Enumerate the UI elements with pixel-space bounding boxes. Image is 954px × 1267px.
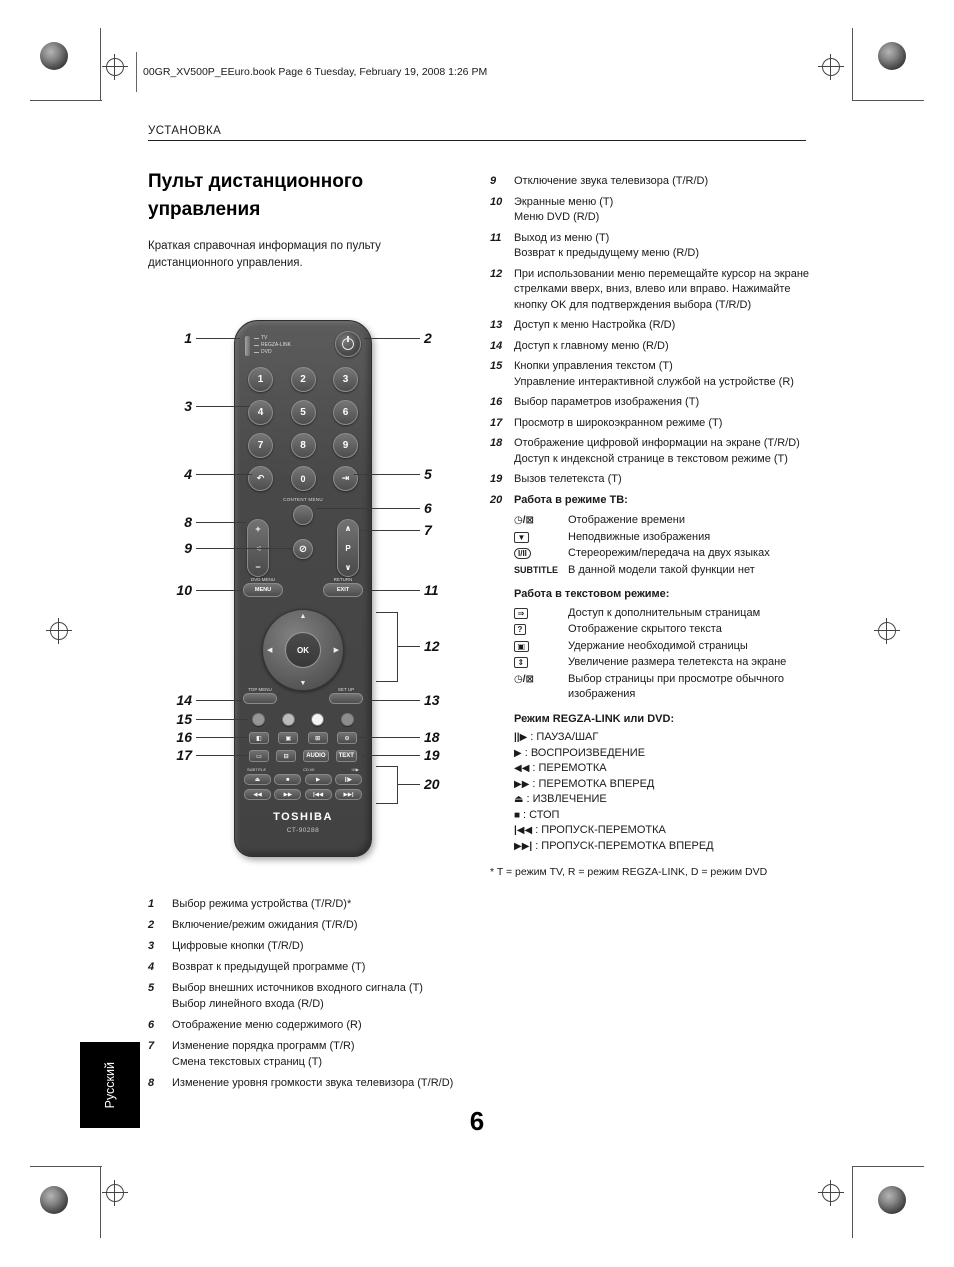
list-item xyxy=(490,174,812,190)
mode-row xyxy=(514,808,812,824)
list-item xyxy=(490,318,812,334)
transport-row-2 xyxy=(244,789,362,800)
mode-row xyxy=(514,546,812,562)
color-button xyxy=(341,713,354,726)
item-text: Выбор параметров изображения (T) xyxy=(514,396,700,408)
model-number: CT-90288 xyxy=(286,827,320,834)
list-item xyxy=(490,472,812,488)
remote-control-illustration xyxy=(234,320,372,857)
callout-line-7 xyxy=(362,530,420,531)
transport-button: ▶▶| xyxy=(335,789,362,800)
item-text: Включение/режим ожидания (T/R/D) xyxy=(172,919,358,931)
function-button: ⊟ xyxy=(276,750,296,762)
list-item xyxy=(148,959,488,975)
transport-button: ◀◀ xyxy=(244,789,271,800)
registration-mark xyxy=(46,618,72,644)
page-number: 6 xyxy=(469,1106,485,1136)
content-menu-label: CONTENT MENU xyxy=(283,497,323,502)
volume-up-label: + xyxy=(255,524,261,534)
mode-row-text: : СТОП xyxy=(523,808,560,821)
mode-row-text: Удержание необходимой страницы xyxy=(568,639,748,652)
callout-number-18: 18 xyxy=(424,729,440,745)
item-number: 19 xyxy=(490,473,503,485)
callout-line-1 xyxy=(196,338,240,339)
callout-line-8 xyxy=(196,522,246,523)
item-number: 2 xyxy=(148,919,155,931)
mode-row xyxy=(514,792,812,808)
list-item xyxy=(148,938,488,954)
item-text: Возврат к предыдущей программе (T) xyxy=(172,961,366,973)
callout-number-1: 1 xyxy=(184,330,192,346)
button-icon: ▼ xyxy=(514,530,568,546)
function-button: ⊞ xyxy=(308,732,328,744)
nav-up-icon: ▲ xyxy=(299,613,307,620)
list-item xyxy=(490,231,812,262)
callout-line-4 xyxy=(196,474,252,475)
function-row-1 xyxy=(249,732,357,744)
menu-button: MENU xyxy=(243,583,283,597)
digit-bottom-row xyxy=(248,466,358,491)
callout-line-13 xyxy=(364,700,420,701)
program-label: P xyxy=(345,543,351,553)
callout-number-20: 20 xyxy=(424,776,440,792)
transport-button: ||▶ xyxy=(335,774,362,785)
callout-number-2: 2 xyxy=(424,330,432,346)
callout-number-8: 8 xyxy=(184,514,192,530)
callout-number-17: 17 xyxy=(176,747,192,763)
transport-icon: ▶▶ xyxy=(514,778,530,790)
digit-button: 3 xyxy=(333,367,358,392)
transport-icon: ■ xyxy=(514,809,521,821)
list-item xyxy=(148,917,488,933)
callout-number-10: 10 xyxy=(176,582,192,598)
item-text: Цифровые кнопки (T/R/D) xyxy=(172,940,304,952)
digit-zero-button: 0 xyxy=(291,466,316,491)
mode-switch xyxy=(245,335,307,355)
intro-text: Краткая справочная информация по пульту дистанционного управления. xyxy=(148,240,381,269)
mode-row-text: : ПРОПУСК-ПЕРЕМОТКА xyxy=(535,824,666,836)
transport-button: ■ xyxy=(274,774,301,785)
item-number: 15 xyxy=(490,360,503,372)
crop-mark xyxy=(100,1166,101,1238)
color-button xyxy=(311,713,324,726)
volume-down-label: − xyxy=(255,562,261,572)
mode-row-text: Отображение времени xyxy=(568,514,685,526)
tv-mode-rows xyxy=(490,513,812,578)
transport-button: ▶ xyxy=(305,774,332,785)
nav-down-icon: ▼ xyxy=(299,680,307,687)
color-button xyxy=(282,713,295,726)
language-side-tab xyxy=(80,1042,140,1128)
mode-row xyxy=(514,530,812,546)
transport-label: II/I▶ xyxy=(351,767,359,772)
registration-mark xyxy=(102,1180,128,1206)
item-number: 6 xyxy=(148,1019,155,1031)
digit-button: 9 xyxy=(333,433,358,458)
callout-number-15: 15 xyxy=(176,711,192,727)
file-header: 00GR_XV500P_EEuro.book Page 6 Tuesday, February 19, 2008 1:26 PM xyxy=(143,66,488,78)
list-item xyxy=(490,416,812,432)
mode-row xyxy=(514,761,812,777)
transport-labels xyxy=(247,767,359,772)
callout-number-14: 14 xyxy=(176,692,192,708)
transport-button: ⏏ xyxy=(244,774,271,785)
footnote: * T = режим TV, R = режим REGZA-LINK, D = режим DVD xyxy=(490,866,768,878)
callout-number-19: 19 xyxy=(424,747,440,763)
mode-row-text: В данной модели такой функции нет xyxy=(568,563,755,576)
callout-number-11: 11 xyxy=(424,582,439,598)
nav-left-icon: ◀ xyxy=(267,647,273,654)
callout-number-5: 5 xyxy=(424,466,432,482)
item-number: 17 xyxy=(490,416,503,429)
function-row-2 xyxy=(249,750,357,762)
mode-label: REGZA-LINK xyxy=(254,342,307,348)
callout-number-4: 4 xyxy=(184,466,192,482)
button-icon: ▣ xyxy=(514,639,568,655)
mode-label: DVD xyxy=(254,349,307,355)
callout-number-6: 6 xyxy=(424,500,432,516)
program-down-icon: ∨ xyxy=(344,563,352,572)
list-item xyxy=(148,980,488,1012)
function-button: ▣ xyxy=(278,732,298,744)
callout-line-2 xyxy=(364,338,420,339)
printer-ink-dot xyxy=(878,1186,906,1214)
mode-row xyxy=(514,655,812,671)
set-up-button xyxy=(329,693,363,704)
color-button xyxy=(252,713,265,726)
callout-bracket-12 xyxy=(376,612,398,682)
item-text: Отключение звука телевизора (T/R/D) xyxy=(514,175,709,187)
callout-line-14 xyxy=(196,700,242,701)
callout-line-20 xyxy=(398,784,420,785)
callout-number-9: 9 xyxy=(184,540,192,556)
crop-mark xyxy=(852,28,853,100)
mode-row-text: Увеличение размера телетекста на экране xyxy=(568,656,787,668)
set-up-label: SET UP xyxy=(337,687,355,692)
item-number: 18 xyxy=(490,437,503,449)
item-text: Экранные меню (T) Меню DVD (R/D) xyxy=(514,195,614,223)
callout-line-16 xyxy=(196,737,248,738)
printer-ink-dot xyxy=(878,42,906,70)
nav-right-icon: ▶ xyxy=(333,647,339,654)
page-title xyxy=(148,168,363,224)
mode-row-text: Доступ к дополнительным страницам xyxy=(568,606,761,619)
transport-icon: ▶▶| xyxy=(514,840,533,852)
item-text: Изменение порядка программ (T/R) Смена текстовых страниц (T) xyxy=(172,1040,355,1068)
button-icon: ? xyxy=(514,622,568,638)
callout-bracket-20 xyxy=(376,766,398,804)
button-icon: ◷/⊠ xyxy=(514,515,534,526)
mode-labels xyxy=(254,335,307,355)
items-9-20 xyxy=(490,174,812,881)
digit-button: 5 xyxy=(291,400,316,425)
transport-label: CD I/II xyxy=(303,767,315,772)
mode-row xyxy=(514,563,812,579)
mode-row-text: : ИЗВЛЕЧЕНИЕ xyxy=(526,793,607,805)
callout-line-6 xyxy=(316,508,420,509)
top-menu-label: TOP MENU xyxy=(248,687,272,692)
digit-button: 4 xyxy=(248,400,273,425)
item-number: 4 xyxy=(148,961,155,973)
mode-row xyxy=(514,606,812,622)
item-text: Отображение меню содержимого (R) xyxy=(172,1019,362,1031)
item-number: 8 xyxy=(148,1077,155,1089)
item-text: Изменение уровня громкости звука телевизора (T/R/D) xyxy=(172,1077,454,1089)
transport-label: SUBTITLE xyxy=(247,767,267,772)
item-number: 14 xyxy=(490,339,503,352)
list-item xyxy=(148,1038,488,1070)
callout-line-11 xyxy=(364,590,420,591)
mode-switch-knob xyxy=(245,336,250,356)
navigation-cluster xyxy=(262,609,344,691)
item-text: Вызов телетекста (T) xyxy=(514,473,622,485)
item-number: 13 xyxy=(490,319,503,331)
crop-mark xyxy=(852,1166,924,1167)
mode-label: TV xyxy=(254,335,307,341)
function-button: ▭ xyxy=(249,750,269,762)
button-icon: ◷/⊠ xyxy=(514,673,534,685)
transport-icon: ⏏ xyxy=(514,794,524,805)
item-number: 12 xyxy=(490,267,503,280)
item-text: Отображение цифровой информации на экране (T/R/D) Доступ к индексной странице в текстовом режиме (T) xyxy=(514,437,800,465)
item-text: Выбор внешних источников входного сигнала (T) Выбор линейного входа (R/D) xyxy=(172,982,423,1010)
button-icon: ⇕ xyxy=(514,655,568,671)
transport-row-1 xyxy=(244,774,362,785)
return-label: RETURN xyxy=(333,577,353,582)
digit-grid xyxy=(248,367,358,458)
registration-mark xyxy=(818,1180,844,1206)
mode-row xyxy=(514,746,812,762)
mode-row xyxy=(514,639,812,655)
mode-row-text: : ПАУЗА/ШАГ xyxy=(530,731,599,743)
printer-ink-dot xyxy=(40,42,68,70)
exit-button: EXIT xyxy=(323,583,363,597)
item-number: 16 xyxy=(490,396,503,408)
text-mode-rows xyxy=(490,606,812,703)
transport-icon: |◀◀ xyxy=(514,825,533,836)
mode-row-text: : ВОСПРОИЗВЕДЕНИЕ xyxy=(524,746,646,759)
item-number: 10 xyxy=(490,195,503,208)
mode-row-text: : ПЕРЕМОТКА ВПЕРЕД xyxy=(532,777,655,790)
item-text: Работа в режиме ТВ: xyxy=(514,493,628,506)
button-icon: ⇒ xyxy=(514,606,568,622)
digit-button: 8 xyxy=(291,433,316,458)
item-text: Выход из меню (T) Возврат к предыдущему меню (R/D) xyxy=(514,231,699,259)
item-text: Выбор режима устройства (T/R/D)* xyxy=(172,898,352,910)
mode-row xyxy=(514,622,812,638)
transport-button: |◀◀ xyxy=(305,789,332,800)
transport-button: ▶▶ xyxy=(274,789,301,800)
callout-line-10 xyxy=(196,590,242,591)
page-title-line1: Пульт дистанционного xyxy=(148,171,364,192)
brand-logo: TOSHIBA xyxy=(273,811,333,823)
function-button: ⊙ xyxy=(337,732,357,744)
callout-line-9 xyxy=(196,548,292,549)
list-item xyxy=(148,1017,488,1033)
callout-line-19 xyxy=(362,755,420,756)
ok-button: OK xyxy=(285,632,321,668)
crop-mark xyxy=(136,52,137,92)
callout-number-13: 13 xyxy=(424,692,440,708)
digit-button: 2 xyxy=(291,367,316,392)
registration-mark xyxy=(874,618,900,644)
callout-number-16: 16 xyxy=(176,729,192,745)
item-number: 3 xyxy=(148,940,155,952)
mode-row xyxy=(514,730,812,746)
function-button: TEXT xyxy=(336,750,357,762)
callout-line-12 xyxy=(398,646,420,647)
list-item xyxy=(148,896,488,912)
list-item xyxy=(148,1075,488,1091)
callout-line-15 xyxy=(196,719,248,720)
callout-line-5 xyxy=(354,474,420,475)
previous-program-button: ↶ xyxy=(248,466,273,491)
callout-number-3: 3 xyxy=(184,398,192,414)
crop-mark xyxy=(100,28,101,100)
item-text: Доступ к меню Настройка (R/D) xyxy=(514,319,676,331)
list-item xyxy=(490,267,812,314)
registration-mark xyxy=(102,54,128,80)
mode-row-text: Выбор страницы при просмотре обычного изображения xyxy=(568,672,784,700)
mode-row xyxy=(514,839,812,855)
callout-line-3 xyxy=(196,406,250,407)
item-text: Доступ к главному меню (R/D) xyxy=(514,339,669,352)
mode-row xyxy=(514,513,812,529)
list-item xyxy=(490,493,812,509)
mute-button: ⊘ xyxy=(293,539,313,559)
input-select-button: ⇥ xyxy=(333,466,358,491)
item-text: При использовании меню перемещайте курсор на экране стрелками вверх, вниз, влево или вправо. Нажимайте кнопку OK для подтверждения выбора (T/R/D) xyxy=(514,267,810,311)
digit-button: 1 xyxy=(248,367,273,392)
item-number: 20 xyxy=(490,493,503,506)
section-label: УСТАНОВКА xyxy=(148,125,222,137)
items-right-list xyxy=(490,174,812,508)
mode-row xyxy=(514,777,812,793)
function-button: ◧ xyxy=(249,732,269,744)
mode-row-text: Неподвижные изображения xyxy=(568,530,711,543)
regza-dvd-rows xyxy=(490,730,812,854)
digit-button: 7 xyxy=(248,433,273,458)
power-button xyxy=(335,331,361,357)
dvd-menu-label: DVD MENU xyxy=(250,577,275,582)
transport-icon: ▶ xyxy=(514,747,522,759)
mode-row-text: : ПРОПУСК-ПЕРЕМОТКА ВПЕРЕД xyxy=(535,839,714,852)
regza-dvd-heading: Режим REGZA-LINK или DVD: xyxy=(514,712,675,725)
callout-number-7: 7 xyxy=(424,522,432,538)
list-item xyxy=(490,395,812,411)
section-rule xyxy=(148,140,806,141)
item-number: 9 xyxy=(490,175,497,187)
digit-button: 6 xyxy=(333,400,358,425)
items-1-8 xyxy=(148,896,488,1096)
mode-row xyxy=(514,823,812,839)
item-number: 5 xyxy=(148,982,155,994)
text-color-buttons-row xyxy=(252,713,354,726)
button-icon: SUBTITLE xyxy=(514,564,558,575)
list-item xyxy=(490,359,812,390)
program-rocker xyxy=(337,519,359,577)
callout-line-18 xyxy=(358,737,420,738)
item-number: 11 xyxy=(490,231,502,244)
crop-mark xyxy=(30,100,102,101)
list-item xyxy=(490,195,812,226)
crop-mark xyxy=(852,1166,853,1238)
content-menu-button xyxy=(293,505,313,525)
item-text: Кнопки управления текстом (T) Управление интерактивной службой на устройстве (R) xyxy=(514,360,794,388)
text-mode-heading: Работа в текстовом режиме: xyxy=(514,588,670,600)
top-menu-button xyxy=(243,693,277,704)
button-icon: I/II xyxy=(514,546,568,562)
item-number: 7 xyxy=(148,1040,155,1052)
registration-mark xyxy=(818,54,844,80)
program-up-icon: ∧ xyxy=(344,524,352,533)
list-item xyxy=(490,436,812,467)
mode-row-text: : ПЕРЕМОТКА xyxy=(532,762,607,774)
crop-mark xyxy=(30,1166,102,1167)
transport-icon: ◀◀ xyxy=(514,763,530,774)
transport-icon: ||▶ xyxy=(514,732,528,743)
language-label: Русский xyxy=(103,1061,117,1109)
mode-row-text: Отображение скрытого текста xyxy=(568,623,722,635)
item-text: Просмотр в широкоэкранном режиме (T) xyxy=(514,416,723,429)
callout-line-17 xyxy=(196,755,248,756)
crop-mark xyxy=(852,100,924,101)
callout-number-12: 12 xyxy=(424,638,440,654)
mode-row xyxy=(514,672,812,703)
printer-ink-dot xyxy=(40,1186,68,1214)
page-title-line2: управления xyxy=(148,199,261,220)
list-item xyxy=(490,339,812,355)
item-number: 1 xyxy=(148,898,155,910)
function-button: AUDIO xyxy=(303,750,328,762)
mode-row-text: Стереорежим/передача на двух языках xyxy=(568,547,770,559)
